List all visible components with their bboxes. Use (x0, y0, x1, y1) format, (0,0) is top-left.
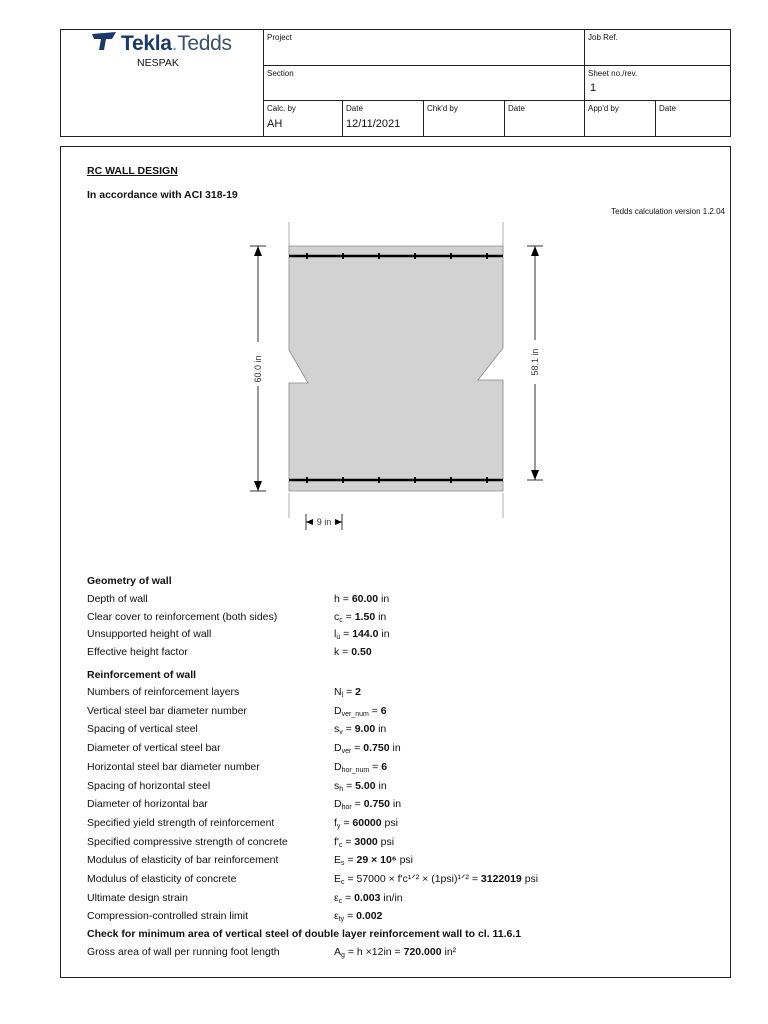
parameter-label: Specified compressive strength of concrete (87, 835, 288, 848)
sheet-value: 1 (590, 82, 597, 94)
parameter-unit: in (389, 742, 401, 755)
parameter-value: 0.002 (356, 910, 383, 923)
company-name: NESPAK (137, 57, 179, 69)
check-heading: Check for minimum area of vertical steel of double layer reinforcement wall to cl. 11.6.1 (87, 928, 522, 940)
parameter-expression: = (343, 686, 356, 698)
parameter-unit: in² (441, 946, 457, 958)
parameter-subscript: v (339, 729, 343, 737)
parameter-symbol: A (334, 946, 342, 958)
parameter-subscript: y (336, 822, 341, 830)
parameter-row (87, 761, 727, 775)
parameter-symbol: f (334, 816, 337, 829)
spacing-dimension-label: 9 in (316, 517, 332, 527)
parameter-row (87, 742, 727, 756)
parameter-row (87, 646, 727, 660)
calcby-label: Calc. by (267, 104, 296, 113)
doc-subtitle: In accordance with ACI 318-19 (87, 189, 238, 201)
parameter-label: Modulus of elasticity of concrete (87, 873, 237, 885)
parameter-expression: = (343, 779, 356, 792)
parameter-expression: = (339, 593, 352, 605)
parameter-subscript: s (341, 860, 345, 868)
parameter-equation (334, 628, 390, 641)
parameter-label: Spacing of horizontal steel (87, 779, 211, 792)
parameter-subscript: c (341, 879, 345, 886)
parameter-equation (334, 611, 386, 624)
parameter-value: 0.750 (363, 798, 390, 811)
parameter-expression: = (342, 610, 355, 623)
parameter-label: Gross area of wall per running foot length (87, 946, 280, 958)
parameter-equation (334, 817, 398, 830)
parameter-label: Unsupported height of wall (87, 628, 212, 641)
parameter-value: 29 × 10⁶ (356, 854, 397, 867)
logo-wordmark: Tekla.Tedds (121, 32, 232, 55)
jobref-label: Job Ref. (588, 33, 618, 42)
parameter-symbol: N (334, 686, 342, 698)
appby-label: App'd by (588, 104, 619, 113)
parameter-row (87, 836, 727, 850)
parameter-expression: = (351, 798, 364, 811)
parameter-row (87, 854, 727, 868)
parameter-symbol: D (334, 742, 342, 755)
parameter-unit: in (378, 628, 390, 641)
parameter-row (87, 817, 727, 831)
parameter-subscript: c (338, 897, 343, 905)
parameter-symbol: s (334, 779, 340, 792)
parameter-value: 720.000 (403, 946, 442, 958)
parameter-unit: psi (396, 854, 413, 867)
parameter-row (87, 946, 727, 960)
parameter-subscript: l (341, 692, 344, 699)
header-divider (504, 100, 505, 137)
parameter-value: 60.00 (351, 593, 379, 605)
version-note: Tedds calculation version 1.2.04 (611, 207, 725, 216)
parameter-label: Diameter of vertical steel bar (87, 742, 221, 755)
reinforcement-heading: Reinforcement of wall (87, 669, 197, 681)
sheet-label: Sheet no./rev. (588, 69, 638, 78)
parameter-equation (334, 723, 386, 736)
parameter-unit: in (375, 610, 387, 623)
header-divider (423, 100, 424, 137)
parameter-symbol: c (334, 610, 340, 623)
doc-title: RC WALL DESIGN (87, 165, 178, 177)
parameter-value: 144.0 (352, 628, 379, 641)
parameter-label: Diameter of horizontal bar (87, 798, 208, 811)
parameter-equation (334, 780, 387, 793)
parameter-expression: = (342, 835, 355, 848)
parameter-symbol: D (334, 798, 342, 811)
parameter-label: Depth of wall (87, 593, 148, 605)
parameter-equation (334, 742, 401, 755)
parameter-equation (334, 854, 413, 867)
parameter-expression: = (369, 760, 382, 773)
parameter-equation (334, 873, 538, 886)
parameter-equation (334, 946, 456, 959)
header-divider (263, 100, 731, 101)
parameter-expression: = (340, 816, 353, 829)
parameter-label: Clear cover to reinforcement (both sides) (87, 610, 278, 623)
parameter-row (87, 686, 727, 700)
parameter-value: 3000 (354, 835, 378, 848)
header-divider (584, 29, 585, 137)
parameter-subscript: c (338, 841, 343, 849)
parameter-value: 60000 (352, 816, 382, 829)
parameter-row (87, 910, 727, 924)
chkby-label: Chk'd by (427, 104, 458, 113)
date3-label: Date (659, 104, 676, 113)
parameter-symbol: ε (334, 910, 339, 923)
tekla-logo-icon (90, 30, 118, 52)
parameter-label: Vertical steel bar diameter number (87, 704, 247, 717)
parameter-equation (334, 798, 401, 811)
parameter-value: 0.50 (351, 646, 372, 659)
parameter-symbol: f' (334, 835, 339, 848)
parameter-equation (334, 892, 403, 905)
parameter-symbol: k (334, 646, 340, 659)
parameter-row (87, 611, 727, 625)
parameter-symbol: ε (334, 891, 339, 904)
parameter-label: Compression-controlled strain limit (87, 910, 249, 923)
parameter-expression: = (344, 854, 357, 867)
parameter-subscript: u (336, 634, 341, 642)
parameter-symbol: h (334, 593, 340, 605)
parameter-value: 1.50 (354, 610, 376, 623)
parameter-value: 6 (380, 704, 387, 717)
parameter-unit: psi (521, 873, 539, 885)
header-divider (342, 100, 343, 137)
parameter-equation (334, 705, 387, 718)
parameter-expression: = 57000 × f'c¹ᐟ² × (1psi)¹ᐟ² = (344, 873, 481, 885)
parameter-equation (334, 910, 382, 923)
parameter-label: Specified yield strength of reinforcement (87, 816, 275, 829)
parameter-value: 0.003 (354, 891, 381, 904)
parameter-expression: = (342, 723, 355, 736)
parameter-subscript: g (341, 952, 345, 959)
header-divider (263, 65, 731, 66)
parameter-symbol: D (334, 704, 342, 717)
parameter-value: 5.00 (355, 779, 376, 792)
header-divider (655, 100, 656, 137)
parameter-subscript: hor_num (341, 766, 370, 774)
parameter-row (87, 723, 727, 737)
parameter-expression: = (340, 628, 353, 641)
parameter-label: Modulus of elasticity of bar reinforcement (87, 854, 279, 867)
parameter-label: Horizontal steel bar diameter number (87, 760, 260, 773)
header-divider (263, 29, 264, 137)
parameter-unit: in/in (380, 891, 403, 904)
parameter-symbol: s (334, 723, 340, 736)
parameter-unit: in (389, 798, 402, 811)
parameter-expression: = (344, 910, 357, 923)
parameter-row (87, 593, 727, 607)
date-label: Date (346, 104, 363, 113)
parameter-subscript: ver_num (341, 710, 369, 718)
calcby-value: AH (267, 118, 283, 130)
parameter-row (87, 705, 727, 719)
parameter-subscript: h (339, 785, 344, 793)
height-dimension-label: 58.1 in (530, 348, 540, 376)
wall-section-diagram (240, 218, 560, 538)
parameter-unit: psi (377, 835, 395, 848)
date2-label: Date (508, 104, 525, 113)
parameter-expression: = (351, 742, 364, 755)
parameter-symbol: l (334, 628, 337, 641)
parameter-expression: = h ×12in = (344, 946, 404, 958)
parameter-symbol: D (334, 760, 342, 773)
parameter-equation (334, 836, 394, 849)
parameter-row (87, 628, 727, 642)
parameter-unit: in (375, 723, 387, 736)
parameter-label: Ultimate design strain (87, 891, 188, 904)
parameter-equation (334, 761, 387, 774)
parameter-equation (334, 593, 389, 605)
parameter-row (87, 798, 727, 812)
parameter-equation (334, 686, 361, 699)
parameter-subscript: hor (341, 804, 352, 812)
parameter-row (87, 780, 727, 794)
parameter-unit: in (375, 779, 387, 792)
parameter-value: 0.750 (363, 742, 390, 755)
parameter-equation (334, 646, 372, 658)
parameter-expression: = (339, 646, 352, 659)
parameter-label: Spacing of vertical steel (87, 723, 198, 736)
parameter-subscript: ver (341, 748, 352, 756)
parameter-expression: = (368, 704, 381, 717)
geometry-heading: Geometry of wall (87, 575, 172, 587)
parameter-unit: in (378, 593, 390, 605)
parameter-subscript: c (339, 616, 343, 624)
parameter-unit: psi (381, 816, 398, 829)
parameter-subscript: ty (338, 916, 345, 924)
parameter-value: 2 (355, 686, 361, 698)
parameter-symbol: E (334, 854, 342, 867)
parameter-value: 9.00 (354, 723, 376, 736)
parameter-value: 6 (381, 760, 388, 773)
depth-dimension-label: 60.0 in (253, 355, 263, 383)
parameter-value: 3122019 (480, 873, 522, 885)
parameter-row (87, 873, 727, 887)
parameter-symbol: E (334, 873, 342, 885)
parameter-row (87, 892, 727, 906)
date-value: 12/11/2021 (346, 118, 401, 130)
concrete-section (289, 246, 503, 491)
project-label: Project (267, 33, 292, 42)
section-label: Section (267, 69, 294, 78)
parameter-label: Effective height factor (87, 646, 188, 659)
parameter-expression: = (342, 891, 355, 904)
parameter-label: Numbers of reinforcement layers (87, 686, 240, 698)
